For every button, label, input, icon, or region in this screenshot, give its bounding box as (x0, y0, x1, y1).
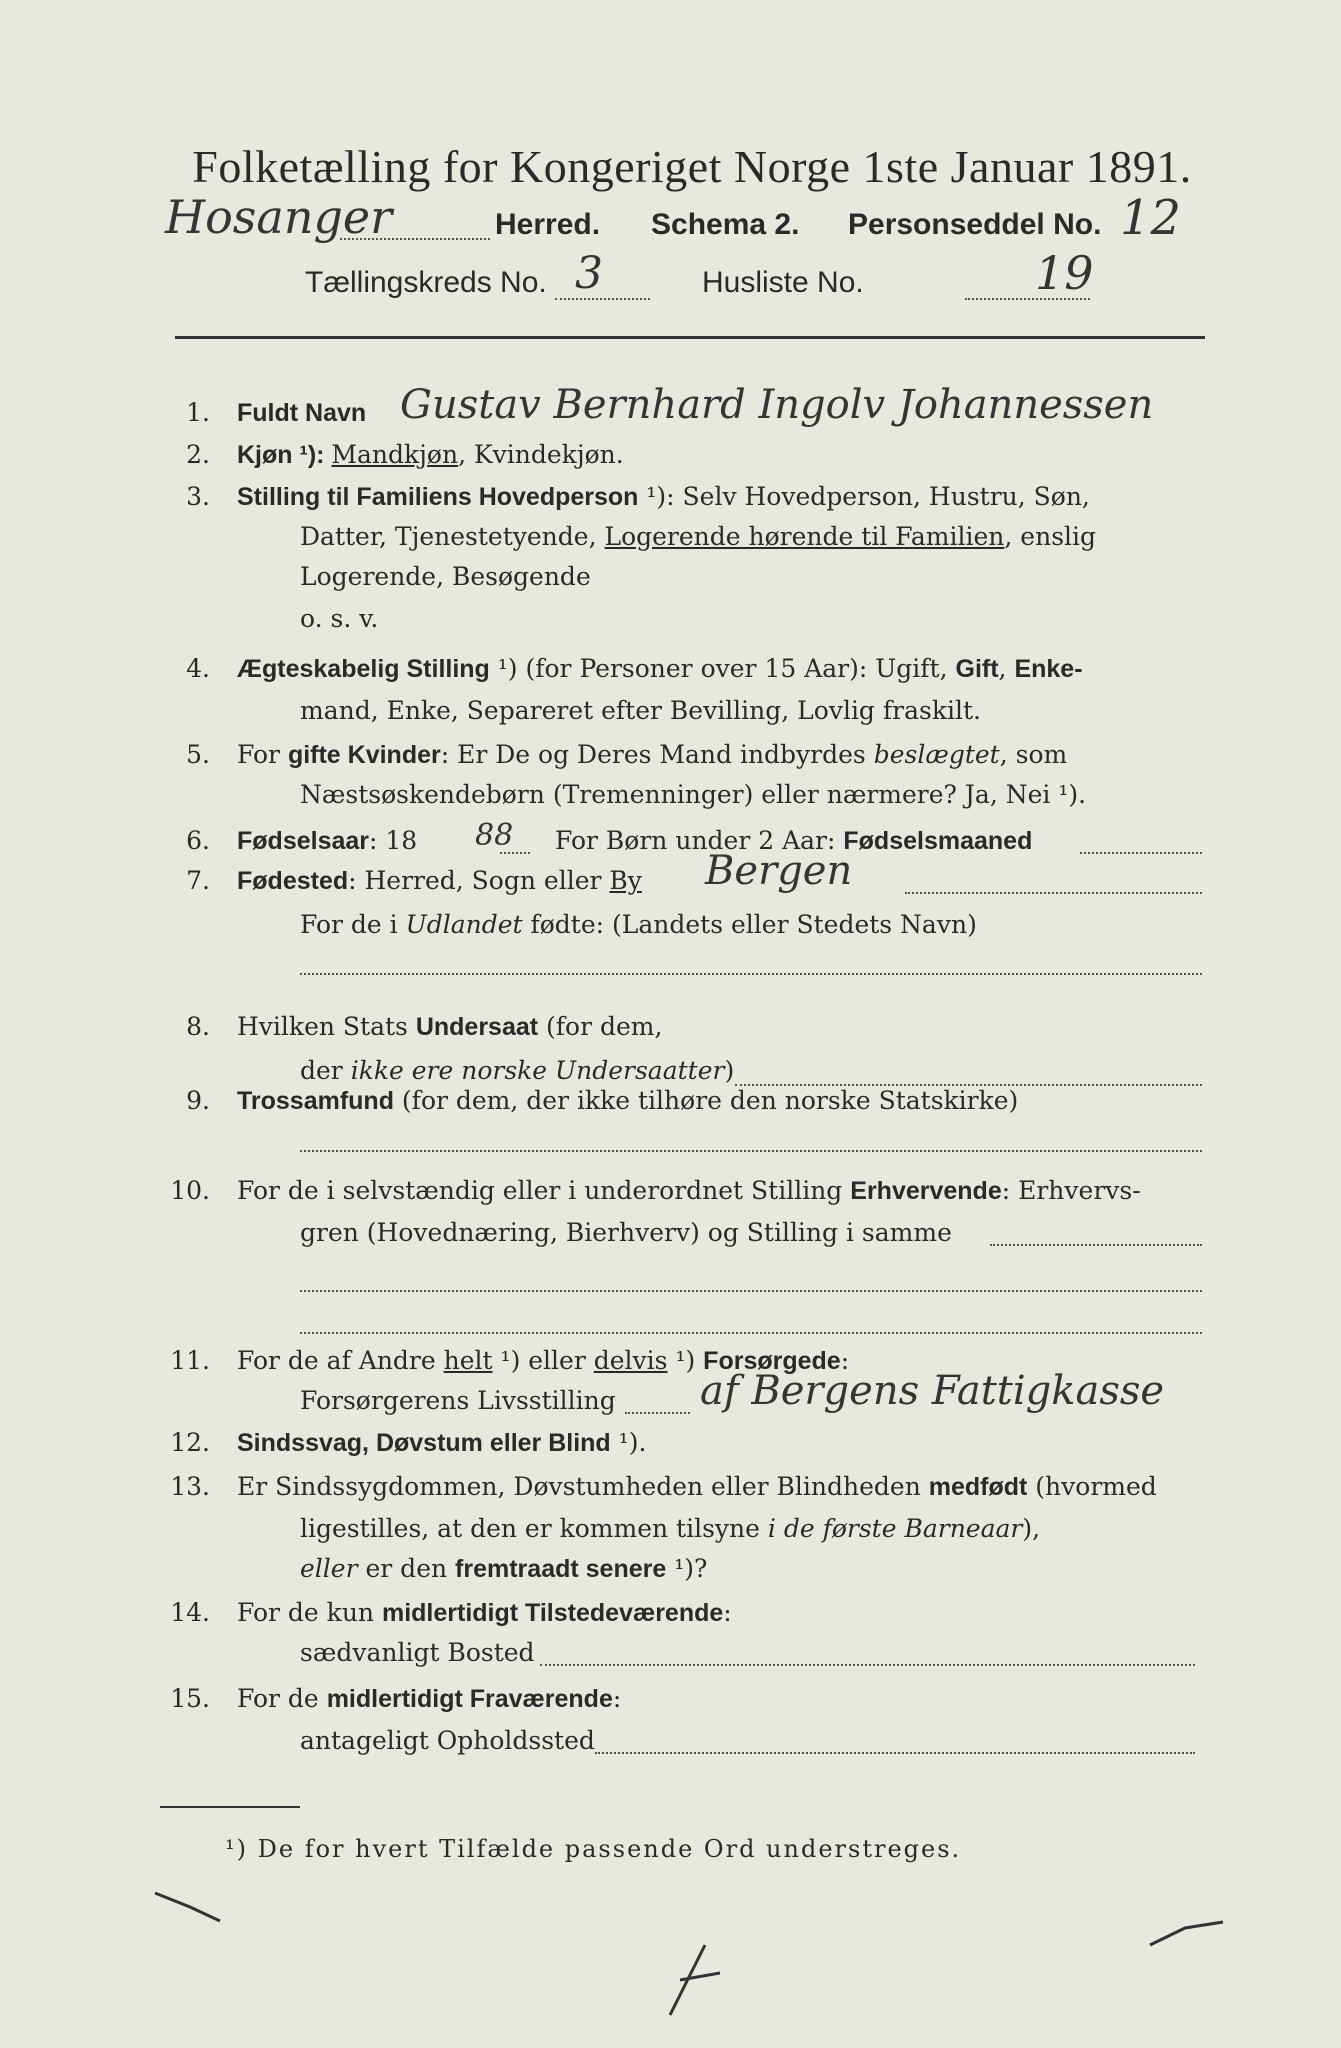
item-13-l3b: er den (357, 1554, 456, 1583)
item-11-line2: Forsørgerens Livsstilling (300, 1386, 616, 1415)
item-15-line2: antageligt Opholdssted (300, 1726, 595, 1755)
item-8-l2b: ikke ere norske Undersaatter (350, 1056, 725, 1085)
item-10-c: : Erhvervs- (1001, 1176, 1141, 1205)
item-8-c: (for dem, (538, 1012, 663, 1041)
item-2-rest: , Kvindekjøn. (458, 440, 624, 469)
item-7-line1 (237, 866, 642, 896)
item-7-answer: Bergen (705, 848, 853, 894)
item-10-b: Erhvervende (850, 1177, 1002, 1205)
item-5-number: 5. (186, 740, 210, 769)
item-12-number: 12. (170, 1428, 210, 1457)
item-4-number: 4. (186, 654, 210, 683)
item-13-c: (hvormed (1027, 1472, 1157, 1501)
item-11-c: ¹) eller (492, 1346, 594, 1375)
item-12-b: ¹). (610, 1428, 647, 1457)
item-4-label: Ægteskabelig Stilling (237, 655, 490, 683)
item-10-dots-c (300, 1332, 1202, 1334)
footnote: ¹) De for hvert Tilfælde passende Ord understreges. (225, 1835, 962, 1863)
item-3-options: ¹): Selv Hovedperson, Hustru, Søn, (638, 482, 1090, 511)
item-3-label: Stilling til Familiens Hovedperson (237, 483, 639, 511)
item-13-line3 (300, 1554, 707, 1584)
item-3-line2c: , enslig (1004, 522, 1097, 551)
item-4-c: Gift (955, 655, 999, 683)
item-8-l2c: ) (724, 1056, 735, 1085)
item-14-a: For de kun (237, 1598, 382, 1627)
item-6-number: 6. (186, 826, 210, 855)
item-11-answer: af Bergens Fattigkasse (700, 1368, 1165, 1414)
item-5-c: : Er De og Deres Mand indbyrdes (440, 740, 874, 769)
item-13-l2c: ), (1022, 1514, 1041, 1543)
item-6-dots-b (1080, 852, 1202, 854)
item-9-dots (300, 1150, 1202, 1152)
item-15-c: : (612, 1684, 622, 1713)
item-3-selected: Logerende hørende til Familien (604, 522, 1005, 551)
item-10-line1 (237, 1176, 1141, 1206)
item-14-dots (540, 1664, 1195, 1666)
item-7-l2b: Udlandet (405, 910, 523, 939)
item-6-answer: 88 (475, 818, 514, 853)
item-10-dots-a (990, 1244, 1202, 1246)
item-15-dots (595, 1752, 1195, 1754)
item-1-number: 1. (186, 398, 210, 427)
item-6-d: Fødselsmaaned (843, 827, 1033, 855)
item-8-line2 (300, 1056, 734, 1086)
item-7-number: 7. (186, 866, 210, 895)
item-8-b: Undersaat (415, 1013, 539, 1041)
item-10-line2: gren (Hovednæring, Bierhverv) og Stilling i samme (300, 1218, 952, 1247)
item-13-a: Er Sindssygdommen, Døvstumheden eller Blindheden (237, 1472, 929, 1501)
item-7-dots (905, 892, 1202, 894)
item-13-l2a: ligestilles, at den er kommen tilsyne (300, 1514, 768, 1543)
item-3-line2a: Datter, Tjenestetyende, (300, 522, 605, 551)
husliste-number: 19 (1035, 246, 1094, 300)
item-9-number: 9. (186, 1086, 210, 1115)
item-5-e: , som (999, 740, 1068, 769)
item-8-a: Hvilken Stats (237, 1012, 416, 1041)
item-11-d: delvis (593, 1346, 668, 1375)
form-title: Folketælling for Kongeriget Norge 1ste Januar 1891. (192, 141, 1192, 192)
item-5-b: gifte Kvinder (287, 741, 441, 769)
item-2-text (237, 440, 624, 470)
item-13-l3d: ¹)? (666, 1554, 708, 1583)
item-11-b: helt (443, 1346, 493, 1375)
item-5-d: beslægtet (873, 740, 1000, 769)
item-10-a: For de i selvstændig eller i underordnet Stilling (237, 1176, 851, 1205)
item-13-l2b: i de første Barneaar (767, 1514, 1023, 1543)
item-13-number: 13. (170, 1472, 210, 1501)
item-9-line1 (237, 1086, 1018, 1116)
item-7-b: : Herred, Sogn eller (348, 866, 610, 895)
husliste-label: Husliste No. (702, 266, 864, 299)
item-2-label: Kjøn ¹): (237, 441, 332, 469)
item-14-line1 (237, 1598, 732, 1628)
husliste-dots (965, 298, 1090, 300)
item-15-number: 15. (170, 1684, 210, 1713)
item-7-c: By (609, 866, 642, 895)
item-13-b: medfødt (928, 1473, 1028, 1501)
item-13-line1 (237, 1472, 1157, 1502)
item-5-line1 (237, 740, 1067, 770)
pen-mark-left (150, 1885, 230, 1925)
personseddel-number: 12 (1120, 190, 1182, 246)
item-3-line3: Logerende, Besøgende (300, 562, 591, 591)
item-1-answer: Gustav Bernhard Ingolv Johannessen (400, 382, 1154, 428)
item-7-dots-2 (300, 973, 1202, 975)
item-13-line2 (300, 1514, 1040, 1544)
item-11-dots (625, 1412, 690, 1414)
item-10-dots-b (300, 1290, 1202, 1292)
item-11-e: ¹) (667, 1346, 704, 1375)
kreds-label: Tællingskreds No. (305, 266, 547, 299)
item-8-number: 8. (186, 1012, 210, 1041)
item-11-a: For de af Andre (237, 1346, 444, 1375)
item-10-number: 10. (170, 1176, 210, 1205)
item-3-number: 3. (186, 482, 210, 511)
pen-mark-right (1145, 1910, 1230, 1950)
item-6-dots-a (500, 852, 530, 854)
item-15-line1 (237, 1684, 621, 1714)
herred-dots (340, 238, 490, 240)
item-5-a: For (237, 740, 288, 769)
item-5-line2: Næstsøskendebørn (Tremenninger) eller nærmere? Ja, Nei ¹). (300, 780, 1087, 809)
item-13-l3a: eller (300, 1554, 358, 1583)
item-11-g: : (840, 1346, 850, 1375)
item-6-label: Fødselsaar (237, 827, 370, 855)
item-9-label: Trossamfund (237, 1087, 394, 1115)
item-6-b: : 18 (369, 826, 418, 855)
item-1-label: Fuldt Navn (237, 399, 367, 427)
item-8-line1 (237, 1012, 662, 1042)
schema-label: Schema 2. (651, 208, 800, 241)
item-13-l3c: fremtraadt senere (455, 1555, 667, 1583)
item-9-b: (for dem, der ikke tilhøre den norske Statskirke) (393, 1086, 1019, 1115)
personseddel-label: Personseddel No. (848, 208, 1102, 241)
item-15-b: midlertidigt Fraværende (326, 1685, 613, 1713)
item-4-e: Enke- (1014, 655, 1083, 683)
pen-mark-center (660, 1935, 730, 2025)
item-14-c: : (723, 1598, 732, 1627)
item-2-selected: Mandkjøn (331, 440, 459, 469)
item-14-b: midlertidigt Tilstedeværende (381, 1599, 724, 1627)
item-8-l2a: der (300, 1056, 351, 1085)
item-3-line1 (237, 482, 1090, 512)
item-12-label: Sindssvag, Døvstum eller Blind (237, 1429, 611, 1457)
item-7-l2a: For de i (300, 910, 406, 939)
item-7-label: Fødested (237, 867, 349, 895)
herred-answer: Hosanger (165, 190, 393, 244)
item-3-line4: o. s. v. (300, 604, 379, 633)
footnote-rule (160, 1806, 300, 1808)
item-14-line2: sædvanligt Bosted (300, 1638, 535, 1667)
item-6-c: For Børn under 2 Aar: (555, 826, 844, 855)
item-14-number: 14. (170, 1598, 210, 1627)
kreds-number: 3 (575, 248, 603, 299)
item-6-line1 (237, 826, 417, 856)
herred-label: Herred. (495, 208, 601, 241)
item-11-f: Forsørgede (703, 1347, 841, 1375)
item-3-line2 (300, 522, 1096, 552)
item-11-number: 11. (170, 1346, 210, 1375)
item-15-a: For de (237, 1684, 327, 1713)
item-4-line1 (237, 654, 1083, 684)
item-7-line2 (300, 910, 977, 940)
item-7-l2c: fødte: (Landets eller Stedets Navn) (522, 910, 977, 939)
item-4-b: ¹) (for Personer over 15 Aar): Ugift, (489, 654, 956, 683)
item-12-line1 (237, 1428, 646, 1458)
item-4-line2: mand, Enke, Separeret efter Bevilling, Lovlig fraskilt. (300, 696, 981, 725)
header-rule (175, 336, 1205, 339)
kreds-dots (555, 298, 650, 300)
item-4-d: , (998, 654, 1015, 683)
item-2-number: 2. (186, 440, 210, 469)
